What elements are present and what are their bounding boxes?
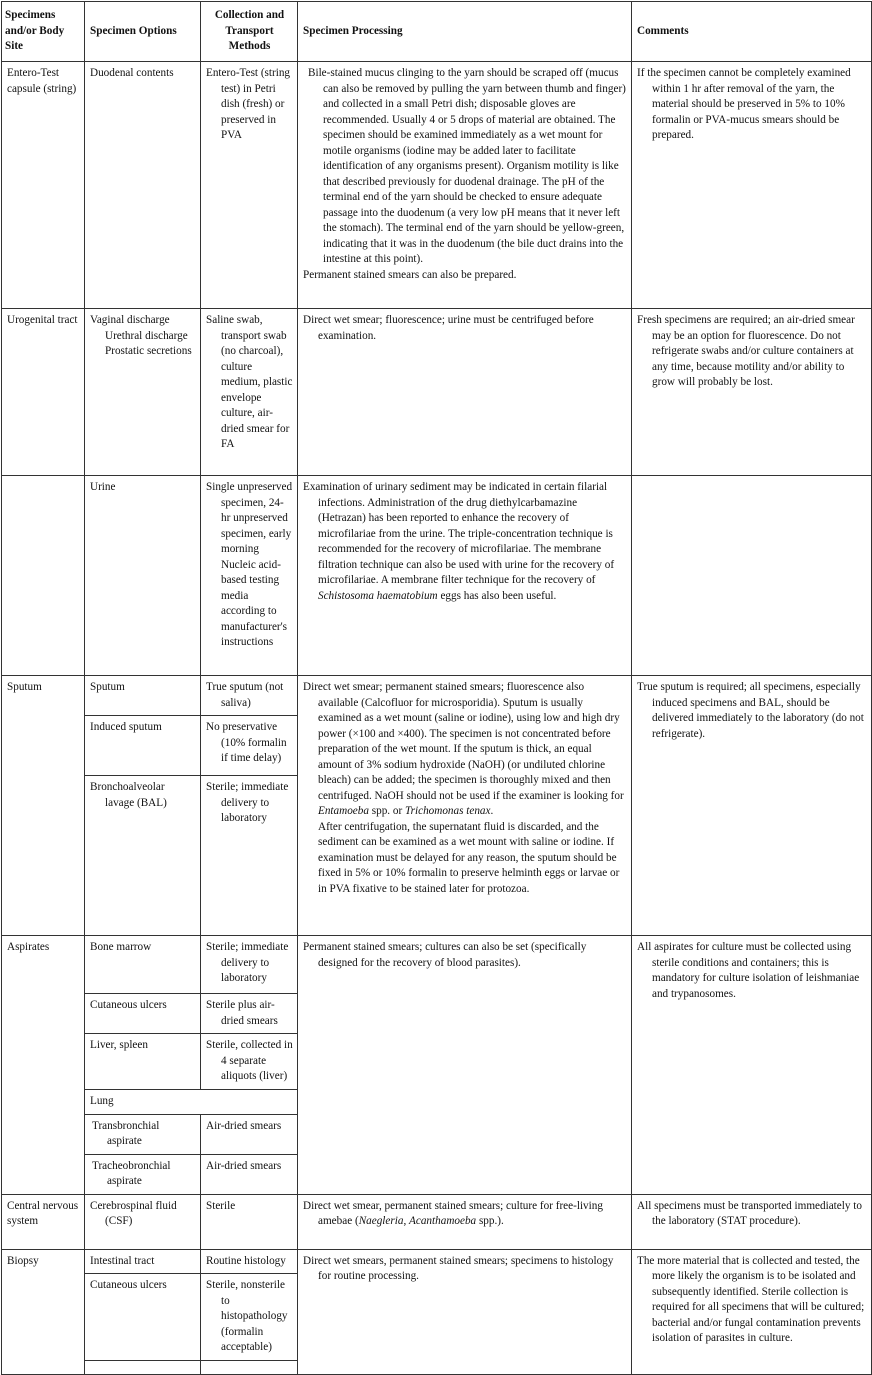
- option-item: Vaginal discharge: [90, 314, 170, 326]
- header-collection: Collection and Transport Methods: [201, 2, 298, 62]
- option-item: Prostatic secretions: [105, 345, 192, 357]
- comments-cell: All specimens must be transported immediately to the laboratory (STAT procedure).: [632, 1194, 872, 1249]
- option-cell: Intestinal tract: [85, 1249, 201, 1274]
- processing-cell: Permanent stained smears; cultures can also be set (specifically designed for the recovery of blood parasites).: [298, 936, 632, 1195]
- site-cell: Aspirates: [2, 936, 85, 1195]
- option-cell: Duodenal contents: [85, 62, 201, 309]
- processing-italic: Naegleria: [358, 1215, 404, 1227]
- processing-cell: [298, 62, 632, 309]
- header-row: [2, 2, 872, 62]
- collection-cell: Air-dried smears: [201, 1114, 298, 1154]
- site-cell: Urogenital tract: [2, 309, 85, 476]
- header-options: Specimen Options: [85, 2, 201, 62]
- header-site: Specimens and/or Body Site: [2, 2, 85, 62]
- comments-cell: [632, 476, 872, 676]
- option-cell: Induced sputum: [85, 716, 201, 776]
- option-cell: Tracheobronchial aspirate: [85, 1154, 201, 1194]
- option-cell: Bronchoalveolar lavage (BAL): [85, 776, 201, 936]
- processing-text-2: Permanent stained smears can also be prepared.: [303, 268, 517, 281]
- comments-cell: Fresh specimens are required; an air-dried smear may be an option for fluorescence. Do not refrigerate swabs and/or culture containers at any time, because motility and/or ability to grow will probably be lost.: [632, 309, 872, 476]
- collection-cell: True sputum (not saliva): [201, 676, 298, 716]
- processing-span: Direct wet smear, permanent stained smears; culture for free-living amebae (: [303, 1199, 603, 1227]
- collection-cell: Sterile, nonsterile to histopathology (formalin acceptable): [201, 1274, 298, 1361]
- collection-cell: Routine histology: [201, 1249, 298, 1274]
- site-cell: Entero-Test capsule (string): [2, 62, 85, 309]
- table-row: [2, 676, 872, 716]
- processing-italic: Schistosoma haematobium: [318, 589, 438, 602]
- option-cell: [85, 309, 201, 476]
- collection-cell: Sterile; immediate delivery to laboratory: [201, 936, 298, 994]
- comments-cell: The more material that is collected and tested, the more likely the organism is to be isolated and subsequently identified. Sterile collection is required for all specimens that will be cultured; bacterial and/or fungal contamination prevents isolation of parasites in culture.: [632, 1249, 872, 1374]
- table-row: [2, 62, 872, 309]
- processing-italic: Acanthamoeba: [409, 1215, 477, 1227]
- processing-text: [303, 680, 627, 820]
- collection-cell: [201, 1360, 298, 1374]
- table-row: [2, 1249, 872, 1274]
- processing-text: eggs has also been useful.: [437, 589, 557, 602]
- option-cell: Lung: [85, 1090, 298, 1115]
- processing-text: Examination of urinary sediment may be indicated in certain filarial infections. Administration of the drug diethylcarbamazine (Hetrazan) has been reported to enhance the recovery of microfilariae from the urine. The triple-concentration technique is recommended for the recovery of microfilariae. The membrane filtration technique can also be used with urine for the recovery of microfilariae. A membrane filter technique for the recovery of: [303, 481, 615, 586]
- collection-cell: No preservative (10% formalin if time delay): [201, 716, 298, 776]
- site-cell: Sputum: [2, 676, 85, 936]
- collection-cell: Sterile; immediate delivery to laboratory: [201, 776, 298, 936]
- header-comments: Comments: [632, 2, 872, 62]
- option-cell: [85, 1360, 201, 1374]
- specimen-table: [1, 1, 872, 1375]
- collection-cell: Saline swab, transport swab (no charcoal), culture medium, plastic envelope culture, air-dried smear for FA: [201, 309, 298, 476]
- processing-cell: [298, 676, 632, 936]
- option-cell: Transbronchial aspirate: [85, 1114, 201, 1154]
- processing-span: .: [490, 805, 494, 817]
- collection-cell: Single unpreserved specimen, 24-hr unpreserved specimen, early morning Nucleic acid-based testing media according to manufacturer's instructions: [201, 476, 298, 676]
- table-row: [2, 476, 872, 676]
- option-cell: Cutaneous ulcers: [85, 1274, 201, 1361]
- comments-cell: If the specimen cannot be completely examined within 1 hr after removal of the yarn, the material should be preserved in 5% to 10% formalin or PVA-mucus smears should be prepared.: [632, 62, 872, 309]
- collection-cell: Sterile plus air-dried smears: [201, 994, 298, 1034]
- option-cell: Urine: [85, 476, 201, 676]
- processing-cell: [298, 476, 632, 676]
- table-row: [2, 936, 872, 994]
- processing-span: Direct wet smear; permanent stained smears; fluorescence also available (Calcofluor for microsporidia). Sputum is usually examined as a wet mount (saline or iodine), using low and high dry power (×100 and ×400). The specimen is not concentrated before preparation of the wet mount. If the sputum is thick, an equal amount of 3% sodium hydroxide (NaOH) (or undiluted chlorine bleach) can be added; the specimen is thoroughly mixed and then centrifuged. NaOH should not be used if the examiner is looking for: [303, 681, 624, 802]
- option-cell: Cerebrospinal fluid (CSF): [85, 1194, 201, 1249]
- processing-span: ,: [403, 1215, 410, 1227]
- site-cell: [2, 476, 85, 676]
- site-cell: Biopsy: [2, 1249, 85, 1374]
- option-cell: Sputum: [85, 676, 201, 716]
- table-row: [2, 1194, 872, 1249]
- collection-cell: Entero-Test (string test) in Petri dish (fresh) or preserved in PVA: [201, 62, 298, 309]
- collection-cell: Air-dried smears: [201, 1154, 298, 1194]
- comments-cell: All aspirates for culture must be collected using sterile conditions and containers; this is mandatory for culture isolation of leishmaniae and trypanosomes.: [632, 936, 872, 1195]
- collection-cell: Sterile, collected in 4 separate aliquots (liver): [201, 1034, 298, 1090]
- option-cell: Bone marrow: [85, 936, 201, 994]
- processing-span: spp.).: [476, 1215, 504, 1227]
- processing-cell: Direct wet smears, permanent stained smears; specimens to histology for routine processing.: [298, 1249, 632, 1374]
- processing-text: Bile-stained mucus clinging to the yarn should be scraped off (mucus can also be removed by pulling the yarn between thumb and finger) and collected in a small Petri dish; disposable gloves are recommended. Usually 4 or 5 drops of material are obtained. The specimen should be examined immediately as a wet mount for motile organisms (iodine may be added later to facilitate identification of any organisms present). Organism motility is like that described previously for duodenal drainage. The pH of the terminal end of the yarn should be checked to ensure adequate passage into the duodenum (a very low pH means that it never left the stomach). The terminal end of the yarn should be yellow-green, indicating that it was in the duodenum (the bile duct drains into the intestine at this point).: [308, 67, 626, 265]
- processing-italic: Entamoeba: [318, 805, 369, 817]
- collection-cell: Sterile: [201, 1194, 298, 1249]
- site-cell: Central nervous system: [2, 1194, 85, 1249]
- header-processing: Specimen Processing: [298, 2, 632, 62]
- option-item: Urethral discharge: [105, 329, 188, 342]
- processing-cell: Direct wet smear; fluorescence; urine must be centrifuged before examination.: [298, 309, 632, 476]
- option-cell: Liver, spleen: [85, 1034, 201, 1090]
- processing-text-2: After centrifugation, the supernatant fluid is discarded, and the sediment can be examined as a wet mount with saline or iodine. If examination must be delayed for any reason, the sputum should be fixed in 5% or 10% formalin to preserve helminth eggs or larvae or in PVA fixative to be stained later for protozoa.: [318, 820, 620, 895]
- option-cell: Cutaneous ulcers: [85, 994, 201, 1034]
- processing-cell: [298, 1194, 632, 1249]
- processing-italic: Trichomonas tenax: [405, 805, 491, 817]
- comments-cell: True sputum is required; all specimens, especially induced specimens and BAL, should be delivered immediately to the laboratory (do not refrigerate).: [632, 676, 872, 936]
- processing-span: spp. or: [368, 805, 406, 817]
- table-row: [2, 309, 872, 476]
